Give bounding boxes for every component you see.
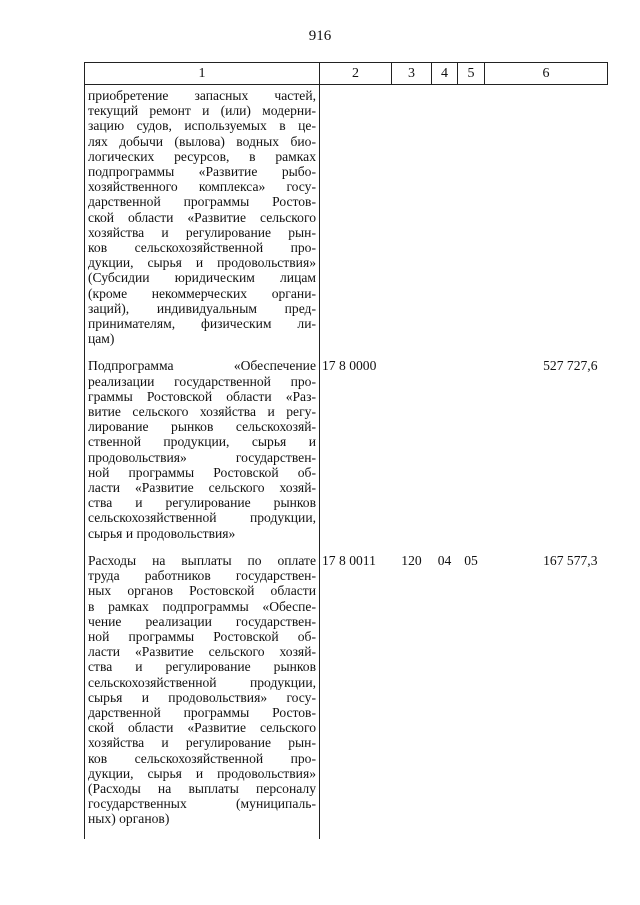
header-cell: 1 [85, 63, 320, 85]
description-line: государственных (муниципаль- [88, 796, 316, 812]
description-line: сырья и продовольствия» госу- [88, 689, 316, 705]
description-line: труда работников государствен- [88, 568, 316, 584]
header-cell: 3 [392, 63, 432, 85]
description-line: дукции, сырья и продовольствия» [88, 255, 316, 271]
description-line: хозяйства и регулирование рын- [88, 224, 316, 240]
budget-table [84, 62, 608, 839]
description-line: граммы Ростовской области «Раз- [88, 388, 316, 404]
description-line: лях добычи (вылова) водных био- [88, 133, 316, 149]
row-expense-type: 120 [401, 552, 422, 568]
description-line: в рамках подпрограммы «Обеспе- [88, 598, 316, 614]
description-line: ской области «Развитие сельского [88, 720, 316, 736]
description-line: сельскохозяйственной продукции, [88, 510, 316, 526]
description-line: (кроме некоммерческих органи- [88, 285, 316, 301]
header-cell: 2 [320, 63, 392, 85]
description-line: хозяйственного комплекса» госу- [88, 179, 316, 195]
description-line: сельскохозяйственной продукции, [88, 674, 316, 690]
description-line: логических ресурсов, в рамках [88, 148, 316, 164]
description-line: цам) [88, 331, 115, 347]
description-line: ных) органов) [88, 811, 170, 827]
description-line: витие сельского хозяйства и регу- [88, 404, 316, 420]
description-line: лирование рынков сельскохозяй- [88, 419, 316, 435]
description-line: принимателям, физическим ли- [88, 316, 316, 332]
description-line: ков сельскохозяйственной про- [88, 240, 316, 256]
header-cell: 5 [458, 63, 485, 85]
description-line: ласти «Развитие сельского хозяй- [88, 480, 316, 496]
description-line: дарственной программы Ростов- [88, 194, 316, 210]
description-line: дарственной программы Ростов- [88, 704, 316, 720]
description-line: ков сельскохозяйственной про- [88, 750, 316, 766]
row-code: 17 8 0011 [322, 552, 376, 568]
table-row [85, 85, 608, 359]
description-line: дукции, сырья и продовольствия» [88, 765, 316, 781]
row-section [432, 85, 458, 359]
header-row [85, 63, 608, 85]
description-line: продовольствия» государствен- [88, 449, 316, 465]
description-line: ных органов Ростовской области [88, 583, 316, 599]
description-line: ласти «Развитие сельского хозяй- [88, 644, 316, 660]
row-section: 04 [437, 552, 452, 568]
row-expense-type [392, 358, 432, 552]
row-description [85, 85, 320, 359]
description-line: подпрограммы «Развитие рыбо- [88, 164, 316, 180]
description-line: ства и регулирование рынков [88, 495, 316, 511]
row-description [85, 358, 320, 552]
description-line: (Расходы на выплаты персоналу [88, 780, 316, 796]
description-line: ной программы Ростовской об- [88, 628, 316, 644]
description-line: хозяйства и регулирование рын- [88, 735, 316, 751]
description-line: сырья и продовольствия» [88, 525, 236, 541]
row-description [85, 553, 320, 839]
description-line: (Субсидии юридическим лицам [88, 270, 316, 286]
description-line: ной программы Ростовской об- [88, 464, 316, 480]
row-amount: 527 727,6 [543, 358, 598, 374]
row-subsection [458, 85, 485, 359]
description-line: приобретение запасных частей, [88, 88, 316, 103]
row-amount: 167 577,3 [543, 552, 598, 568]
table-row [85, 358, 608, 552]
description-line: Подпрограмма «Обеспечение [88, 358, 316, 374]
row-expense-type [392, 85, 432, 359]
description-line: Расходы на выплаты по оплате [88, 552, 316, 568]
description-line: зацию судов, используемых в це- [88, 118, 316, 134]
row-subsection [458, 358, 485, 552]
table-row [85, 553, 608, 839]
row-amount [485, 85, 608, 359]
description-line: заций), индивидуальным пред- [88, 300, 316, 316]
description-line: реализации государственной про- [88, 373, 316, 389]
header-cell: 4 [432, 63, 458, 85]
description-line: ства и регулирование рынков [88, 659, 316, 675]
row-section [432, 358, 458, 552]
row-code [320, 85, 392, 359]
description-line: чение реализации государствен- [88, 613, 316, 629]
description-line: ственной продукции, сырья и [88, 434, 316, 450]
description-line: ской области «Развитие сельского [88, 209, 316, 225]
row-subsection: 05 [464, 552, 478, 568]
header-cell: 6 [485, 63, 608, 85]
page-number: 916 [308, 28, 332, 44]
description-line: текущий ремонт и (или) модерни- [88, 103, 316, 119]
row-code: 17 8 0000 [322, 358, 377, 374]
